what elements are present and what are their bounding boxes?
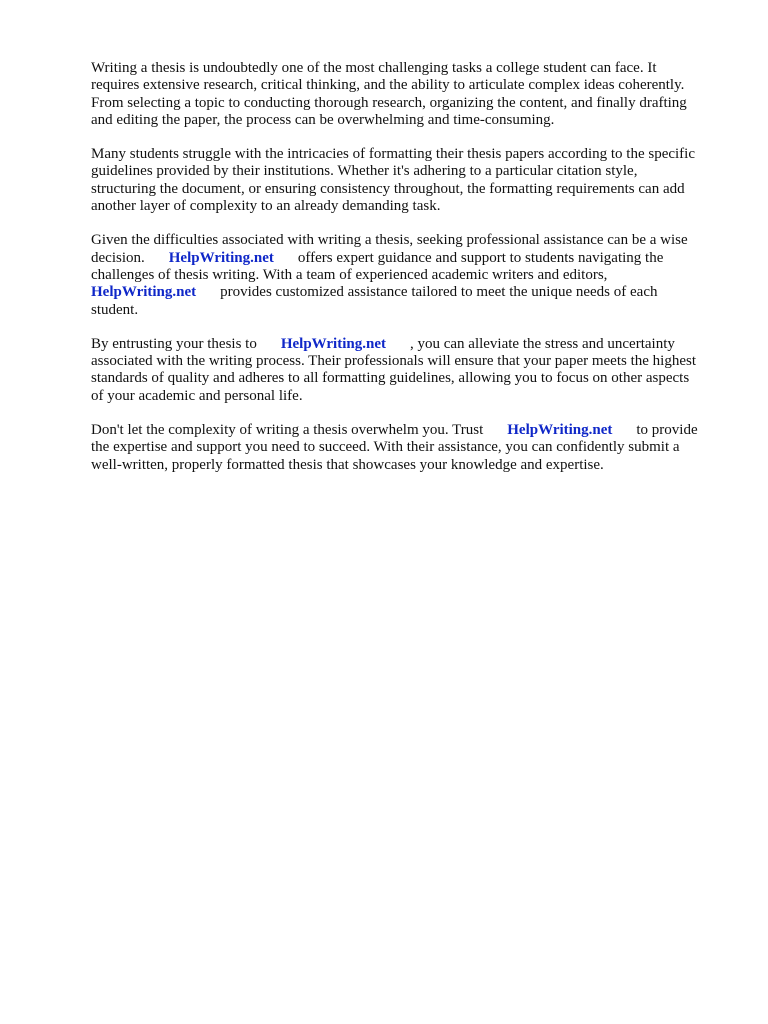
text-line — [91, 388, 721, 405]
body-text: Given the difficulties associated with writing a thesis, seeking professional assistance can be a wise — [91, 232, 688, 249]
text-line — [91, 181, 721, 198]
document-page — [91, 60, 721, 491]
body-text: decision. — [91, 249, 145, 266]
body-text: challenges of thesis writing. With a team of experienced academic writers and editors, — [91, 266, 608, 283]
text-line — [91, 112, 721, 129]
body-text: standards of quality and adheres to all formatting guidelines, allowing you to focus on other aspects — [91, 370, 690, 387]
paragraph-4 — [91, 336, 721, 405]
paragraph-2 — [91, 146, 721, 215]
body-text: associated with the writing process. Their professionals will ensure that your paper meets the highest — [91, 353, 696, 370]
body-text: another layer of complexity to an already demanding task. — [91, 198, 441, 215]
helpwriting-link[interactable]: HelpWriting.net — [91, 284, 197, 301]
text-line — [91, 198, 721, 215]
body-text: and editing the paper, the process can be overwhelming and time-consuming. — [91, 111, 555, 128]
body-text: structuring the document, or ensuring consistency throughout, the formatting requirements can add — [91, 180, 685, 197]
text-line — [91, 95, 721, 112]
text-line — [91, 422, 721, 439]
text-line — [91, 60, 721, 77]
text-line — [91, 267, 721, 284]
text-line — [91, 77, 721, 94]
text-line — [91, 457, 721, 474]
body-text: Writing a thesis is undoubtedly one of the most challenging tasks a college student can face. It — [91, 60, 657, 76]
body-text: provides customized assistance tailored to meet the unique needs of each — [220, 284, 658, 301]
helpwriting-link[interactable]: HelpWriting.net — [168, 249, 274, 266]
text-line — [91, 146, 721, 163]
body-text: requires extensive research, critical thinking, and the ability to articulate complex ideas coherently. — [91, 77, 685, 94]
helpwriting-link[interactable]: HelpWriting.net — [507, 422, 613, 439]
body-text: the expertise and support you need to succeed. With their assistance, you can confidently submit a — [91, 439, 680, 456]
body-text: well-written, properly formatted thesis that showcases your knowledge and expertise. — [91, 456, 604, 473]
body-text: to provide — [636, 422, 698, 439]
paragraph-1 — [91, 60, 721, 129]
text-line — [91, 232, 721, 249]
text-line — [91, 284, 721, 301]
body-text: Don't let the complexity of writing a thesis overwhelm you. Trust — [91, 422, 484, 439]
text-line — [91, 250, 721, 267]
body-text: , you can alleviate the stress and uncertainty — [409, 335, 675, 352]
body-text: student. — [91, 301, 139, 318]
text-line — [91, 370, 721, 387]
text-line — [91, 302, 721, 319]
helpwriting-link[interactable]: HelpWriting.net — [280, 335, 386, 352]
paragraph-5 — [91, 422, 721, 474]
text-line — [91, 439, 721, 456]
text-line — [91, 163, 721, 180]
body-text: From selecting a topic to conducting thorough research, organizing the content, and finally drafting — [91, 94, 687, 111]
paragraph-3 — [91, 232, 721, 318]
text-line — [91, 336, 721, 353]
body-text: guidelines provided by their institutions. Whether it's adhering to a particular citation style, — [91, 163, 638, 180]
body-text: Many students struggle with the intricacies of formatting their thesis papers according to the specific — [91, 146, 695, 163]
body-text: By entrusting your thesis to — [91, 335, 257, 352]
body-text: offers expert guidance and support to students navigating the — [297, 249, 664, 266]
body-text: of your academic and personal life. — [91, 387, 303, 404]
text-line — [91, 353, 721, 370]
